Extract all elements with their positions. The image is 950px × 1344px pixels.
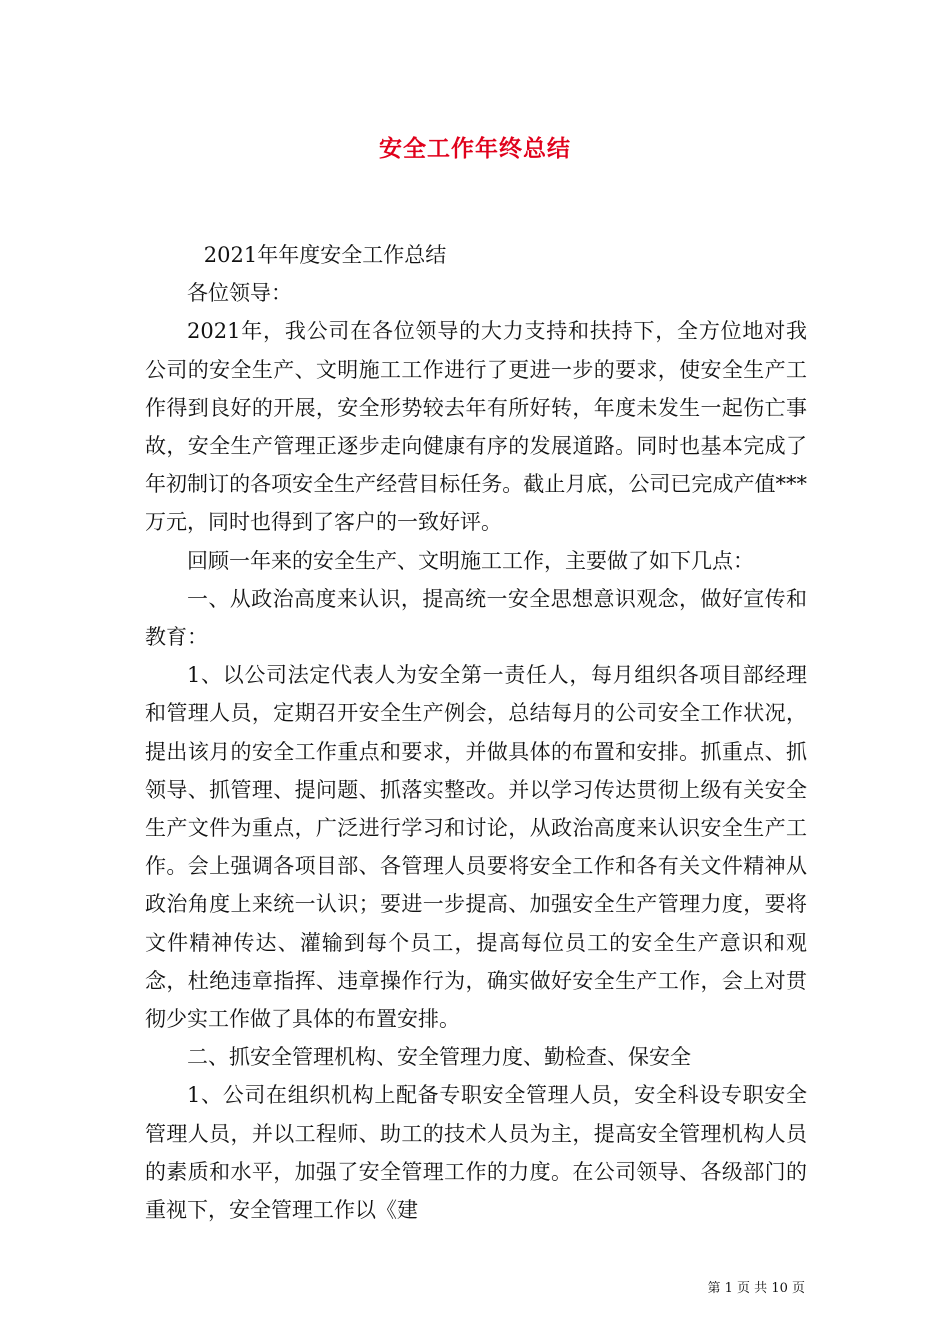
document-title: 安全工作年终总结 xyxy=(379,136,571,162)
paragraph-item-2-1: 1、公司在组织机构上配备专职安全管理人员，安全科设专职安全管理人员，并以工程师、助工的技术人员为主，提高安全管理机构人员的素质和水平，加强了安全管理工作的力度。在公司领导、各级部门的重视下，安全管理工作以《建 xyxy=(145,1083,807,1223)
page-number-footer: 第 1 页 共 10 页 xyxy=(707,1281,805,1296)
paragraph-review: 回顾一年来的安全生产、文明施工工作，主要做了如下几点： xyxy=(187,548,754,573)
paragraph-item-1-1: 1、以公司法定代表人为安全第一责任人，每月组织各项目部经理和管理人员，定期召开安全生产例会，总结每月的公司安全工作状况，提出该月的安全工作重点和要求，并做具体的布置和安排。抓重点、抓领导、抓管理、提问题、抓落实整改。并以学习传达贯彻上级有关安全生产文件为重点，广泛进行学习和讨论，从政治高度来认识安全生产工作。会上强调各项目部、各管理人员要将安全工作和各有关文件精神从政治角度上来统一认识；要进一步提高、加强安全生产管理力度，要将文件精神传达、灌输到每个员工，提高每位员工的安全生产意识和观念，杜绝违章指挥、违章操作行为，确实做好安全生产工作，会上对贯彻少实工作做了具体的布置安排。 xyxy=(145,663,807,1032)
section-heading-1: 一、从政治高度来认识，提高统一安全思想意识观念，做好宣传和教育： xyxy=(145,586,807,650)
paragraph-intro: 2021年，我公司在各位领导的大力支持和扶持下，全方位地对我公司的安全生产、文明施工工作进行了更进一步的要求，使安全生产工作得到良好的开展，安全形势较去年有所好转，年度未发生一起伤亡事故，安全生产管理正逐步走向健康有序的发展道路。同时也基本完成了年初制订的各项安全生产经营目标任务。截止月底，公司已完成产值***万元，同时也得到了客户的一致好评。 xyxy=(145,319,807,535)
paragraph-salutation: 各位领导： xyxy=(187,281,292,306)
document-body xyxy=(145,236,807,1229)
paragraph-subtitle: 2021年年度安全工作总结 xyxy=(203,243,447,267)
section-heading-2: 二、抓安全管理机构、安全管理力度、勤检查、保安全 xyxy=(187,1045,691,1070)
